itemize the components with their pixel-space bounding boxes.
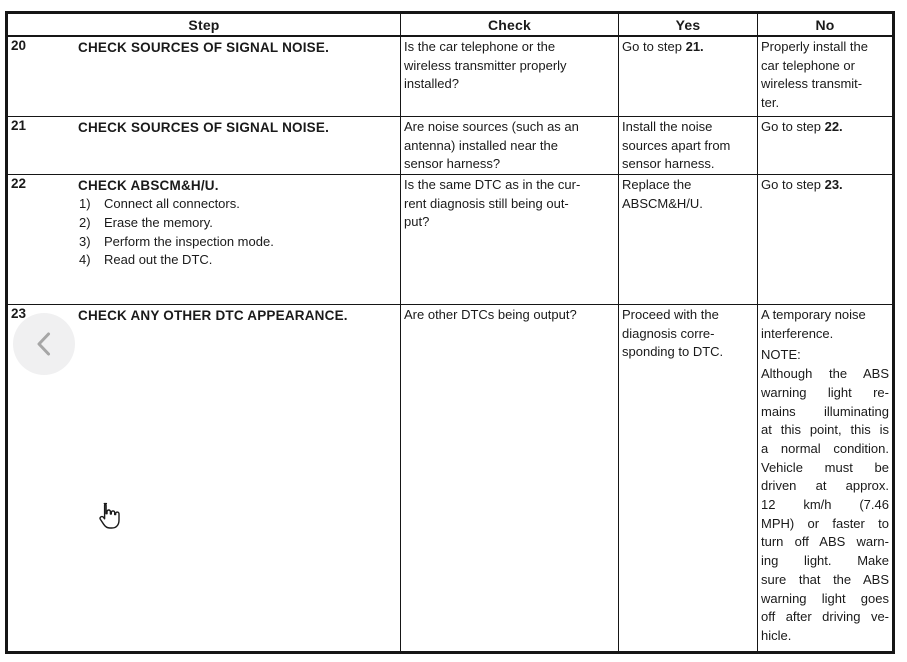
check-cell xyxy=(400,117,618,174)
text-line: Install the noise xyxy=(622,119,713,134)
text-line: warning light re- xyxy=(761,384,889,400)
text-line: Although the ABS xyxy=(761,366,889,382)
table-row-20 xyxy=(8,37,892,116)
text-line: sources apart from xyxy=(622,137,731,153)
table-row-23 xyxy=(8,304,892,651)
text-segment: Go to step xyxy=(761,177,825,192)
substep-item xyxy=(78,251,397,270)
text-line: wireless transmit- xyxy=(761,76,863,92)
text-segment: Go to step xyxy=(622,39,686,54)
text-line: hicle. xyxy=(761,627,792,643)
text-line xyxy=(761,176,889,195)
text-line: off after driving ve- xyxy=(761,609,889,625)
text-line: Are noise sources (such as an xyxy=(404,119,579,134)
substep-number: 2) xyxy=(79,214,91,230)
text-line: Replace the xyxy=(622,177,692,192)
step-number: 22 xyxy=(11,176,27,191)
text-segment: 23. xyxy=(824,177,843,192)
text-line: rent diagnosis still being out- xyxy=(404,195,569,211)
no-cell xyxy=(757,37,892,116)
column-header-no: No xyxy=(757,14,892,35)
text-line: antenna) installed near the xyxy=(404,137,558,153)
text-line: A temporary noise xyxy=(761,307,866,322)
text-line: 12 km/h (7.46 xyxy=(761,497,889,513)
step-title: CHECK ANY OTHER DTC APPEARANCE. xyxy=(78,308,348,323)
text-line: ing light. Make xyxy=(761,553,889,569)
step-number: 20 xyxy=(11,38,27,53)
step-cell xyxy=(8,175,400,304)
chevron-left-icon xyxy=(34,329,54,359)
substep-text: Perform the inspection mode. xyxy=(104,233,274,249)
text-line: sponding to DTC. xyxy=(622,344,724,360)
text-line: sure that the ABS xyxy=(761,571,889,587)
step-content xyxy=(78,118,397,137)
step-title: CHECK SOURCES OF SIGNAL NOISE. xyxy=(78,120,330,135)
text-line: sensor harness. xyxy=(622,156,715,172)
text-line xyxy=(622,38,754,57)
text-line: Vehicle must be xyxy=(761,459,889,475)
text-line: interference. xyxy=(761,325,834,341)
text-line: driven at approx. xyxy=(761,478,889,494)
no-cell xyxy=(757,305,892,651)
text-segment: 22. xyxy=(824,119,843,134)
substep-item xyxy=(78,214,397,233)
table-header-row xyxy=(8,14,892,37)
substep-item xyxy=(78,233,397,252)
yes-cell xyxy=(618,37,757,116)
text-segment: 21. xyxy=(685,39,704,54)
diagnostic-table xyxy=(5,11,895,654)
text-line: Is the car telephone or the xyxy=(404,39,556,54)
substep-number: 1) xyxy=(79,196,91,211)
yes-cell xyxy=(618,175,757,304)
no-cell xyxy=(757,117,892,174)
text-line: Are other DTCs being output? xyxy=(404,307,577,322)
step-cell xyxy=(8,117,400,174)
text-line: sensor harness? xyxy=(404,156,501,172)
column-header-check: Check xyxy=(400,14,618,35)
table-row-22 xyxy=(8,174,892,304)
substep-text: Read out the DTC. xyxy=(104,252,213,268)
text-line: warning light goes xyxy=(761,590,889,606)
step-number: 21 xyxy=(11,118,27,133)
substep-text: Connect all connectors. xyxy=(104,196,240,211)
step-content xyxy=(78,306,397,325)
substep-number: 3) xyxy=(79,233,91,249)
column-header-step: Step xyxy=(188,16,220,33)
no-cell xyxy=(757,175,892,304)
substep-text: Erase the memory. xyxy=(104,214,213,230)
step-title: CHECK SOURCES OF SIGNAL NOISE. xyxy=(78,40,330,55)
text-line: a normal condition. xyxy=(761,440,889,456)
text-line: ter. xyxy=(761,95,780,111)
step-content xyxy=(78,38,397,57)
back-button[interactable] xyxy=(13,313,75,375)
text-line: wireless transmitter properly xyxy=(404,57,567,73)
check-cell xyxy=(400,37,618,116)
substep-item xyxy=(78,195,397,214)
text-line: mains illuminating xyxy=(761,403,889,419)
step-title: CHECK ABSCM&H/U. xyxy=(78,178,219,193)
text-line: ABSCM&H/U. xyxy=(622,195,703,211)
yes-cell xyxy=(618,305,757,651)
text-line: turn off ABS warn- xyxy=(761,534,889,550)
table-row-21 xyxy=(8,116,892,174)
hand-cursor-icon xyxy=(95,501,120,532)
step-cell xyxy=(8,37,400,116)
text-line: put? xyxy=(404,214,430,230)
text-line: diagnosis corre- xyxy=(622,325,715,341)
text-line: MPH) or faster to xyxy=(761,515,889,531)
text-segment: Go to step xyxy=(761,119,825,134)
column-header-yes: Yes xyxy=(618,14,757,35)
check-cell xyxy=(400,305,618,651)
step-content xyxy=(78,176,397,270)
check-cell xyxy=(400,175,618,304)
text-line: Properly install the xyxy=(761,39,868,54)
text-line: at this point, this is xyxy=(761,422,889,438)
text-line: installed? xyxy=(404,76,459,92)
step-number: 23 xyxy=(11,306,27,321)
text-line xyxy=(761,118,889,137)
text-line: car telephone or xyxy=(761,57,855,73)
text-line: Is the same DTC as in the cur- xyxy=(404,177,581,192)
text-line: Proceed with the xyxy=(622,307,719,322)
yes-cell xyxy=(618,117,757,174)
substep-number: 4) xyxy=(79,252,91,268)
note-label: NOTE: xyxy=(761,347,801,363)
